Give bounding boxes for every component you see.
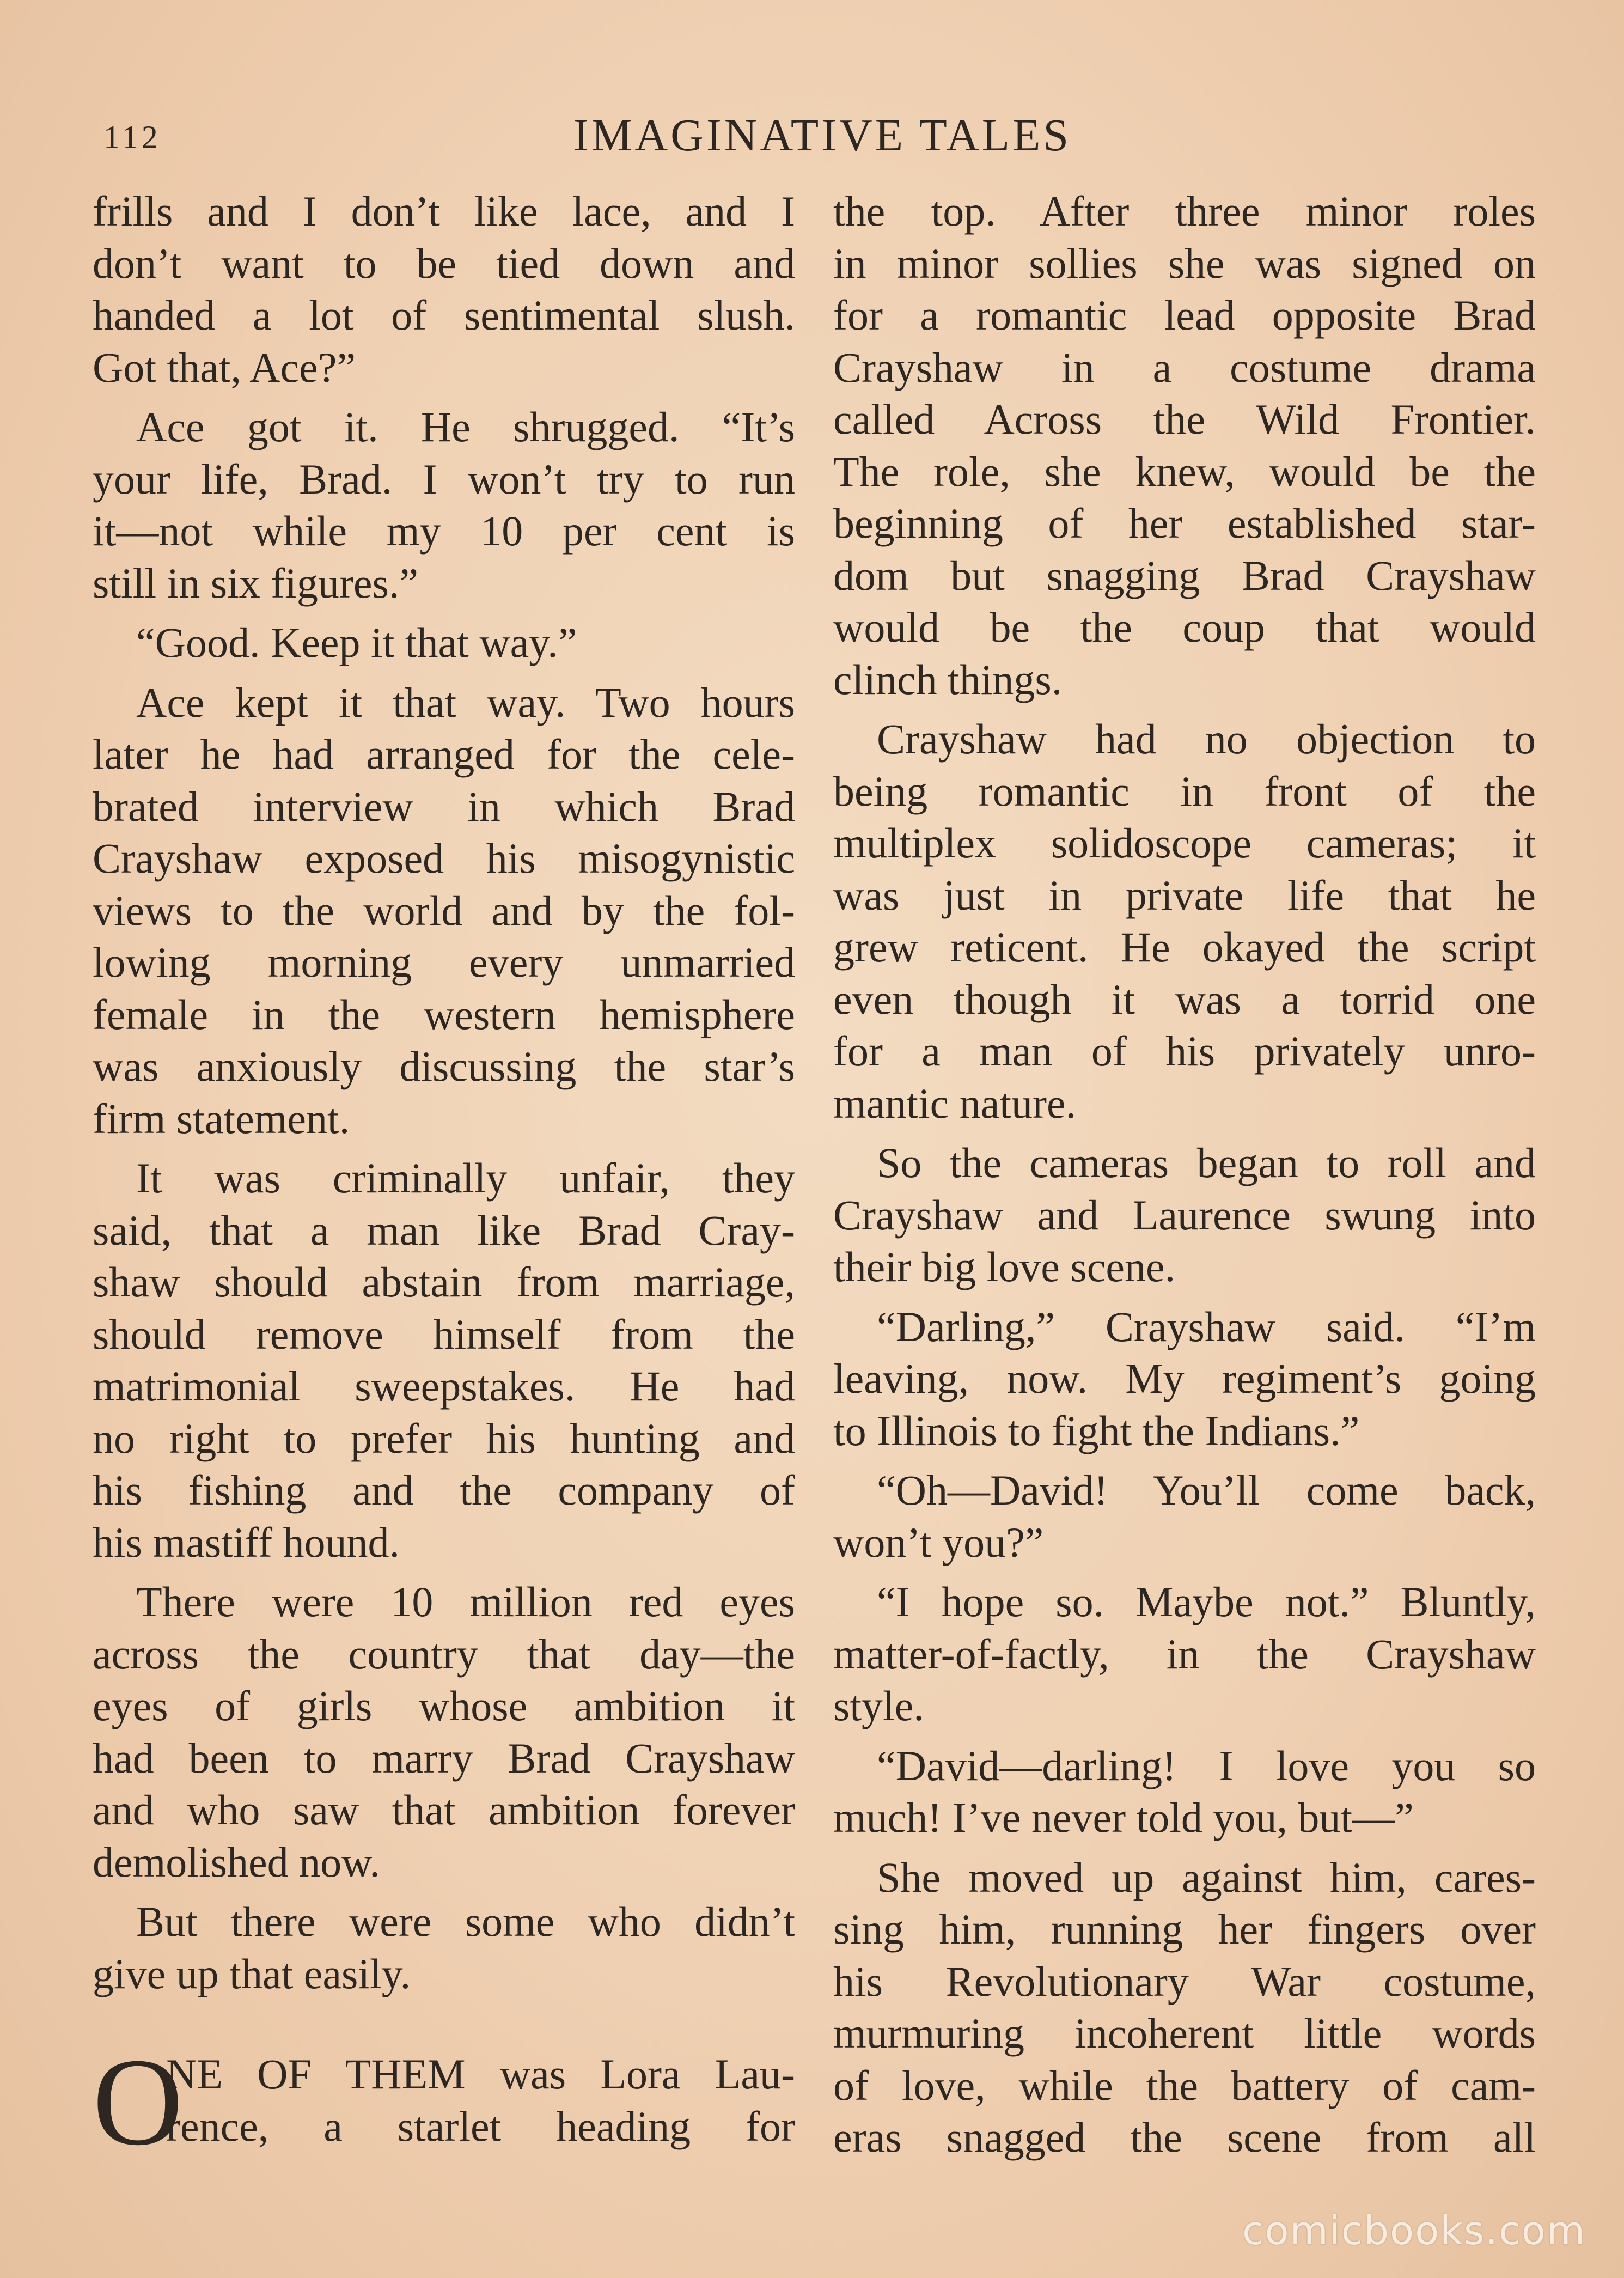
running-head: IMAGINATIVE TALES [573,110,1072,161]
text-line: being romantic in front of the [833,767,1536,815]
paragraph [93,617,795,669]
page-header [103,109,1541,169]
section-opening [93,2032,795,2171]
text-line: beginning of her established star- [833,500,1536,547]
text-line: give up that easily. [93,1950,411,1997]
text-line: Got that, Ace?” [93,343,356,391]
text-line: called Across the Wild Frontier. [833,395,1536,443]
text-line: “Darling,” Crayshaw said. “I’m [877,1302,1536,1350]
text-line: “David—darling! I love you so [877,1741,1536,1789]
text-line: dom but snagging Brad Crayshaw [833,551,1536,599]
text-line: “Good. Keep it that way.” [136,619,577,666]
text-line: NE OF THEM was Lora Lau- [166,2050,795,2098]
text-line: don’t want to be tied down and [93,239,795,287]
text-line: Ace kept it that way. Two hours [136,678,795,726]
text-line: had been to marry Brad Crayshaw [93,1734,795,1782]
paragraph [833,713,1536,1129]
text-line: matter-of-factly, in the Crayshaw [833,1630,1536,1678]
text-line: mantic nature. [833,1079,1077,1127]
text-line: matrimonial sweepstakes. He had [93,1362,795,1410]
paragraph [833,1851,1536,2164]
text-line: eras snagged the scene from all [833,2113,1536,2161]
text-line: his Revolutionary War costume, [833,1957,1536,2005]
text-line: The role, she knew, would be the [833,447,1536,495]
text-line: She moved up against him, cares- [877,1853,1536,1901]
text-line: lowing morning every unmarried [93,939,795,986]
text-line: would be the coup that would [833,604,1536,651]
text-line: in minor sollies she was signed on [833,239,1536,287]
text-line: Crayshaw in a costume drama [833,343,1536,391]
paragraph [833,1740,1536,1844]
watermark: comicbooks.com [1242,2208,1586,2253]
text-line: later he had arranged for the cele- [93,730,795,778]
text-line: murmuring incoherent little words [833,2009,1536,2057]
paragraph [93,1152,795,1568]
paragraph [93,677,795,1145]
paragraph [93,401,795,609]
text-line: still in six figures.” [93,559,418,607]
text-line: of love, while the battery of cam- [833,2061,1536,2109]
text-line: There were 10 million red eyes [136,1578,795,1625]
paragraph [833,1137,1536,1293]
text-line: was just in private life that he [833,871,1536,919]
text-line: multiplex solidoscope cameras; it [833,819,1536,867]
text-line: the top. After three minor roles [833,187,1536,235]
paragraph [93,185,795,393]
text-line: Crayshaw and Laurence swung into [833,1191,1536,1239]
text-line: and who saw that ambition forever [93,1786,795,1834]
text-line: Crayshaw exposed his misogynistic [93,835,795,882]
text-line: said, that a man like Brad Cray- [93,1206,795,1254]
text-line: his mastiff hound. [93,1518,400,1566]
paragraph [93,1576,795,1888]
text-line: handed a lot of sentimental slush. [93,291,795,339]
text-line: clinch things. [833,655,1063,703]
page-number: 112 [103,119,161,155]
text-line: his fishing and the company of [93,1466,795,1514]
text-line: their big love scene. [833,1243,1176,1290]
text-line: eyes of girls whose ambition it [93,1682,795,1729]
text-line: views to the world and by the fol- [93,886,795,934]
paragraph [93,1896,795,2000]
paragraph [833,1464,1536,1568]
drop-cap: O [93,2032,184,2171]
text-line: even though it was a torrid one [833,975,1536,1023]
text-line: style. [833,1682,924,1729]
paragraph [833,185,1536,705]
text-line: much! I’ve never told you, but—” [833,1794,1414,1841]
paragraph [833,1301,1536,1457]
text-line: should remove himself from the [93,1310,795,1358]
text-line: for a romantic lead opposite Brad [833,291,1536,339]
text-line: Crayshaw had no objection to [877,715,1536,763]
text-line: “Oh—David! You’ll come back, [877,1466,1536,1514]
text-line: was anxiously discussing the star’s [93,1043,795,1090]
text-line: “I hope so. Maybe not.” Bluntly, [877,1578,1536,1625]
text-line: demolished now. [93,1838,380,1886]
text-line: firm statement. [93,1094,350,1142]
text-line: your life, Brad. I won’t try to run [93,455,795,503]
paragraph [833,1576,1536,1732]
text-line: across the country that day—the [93,1630,795,1678]
text-line: grew reticent. He okayed the script [833,923,1536,971]
text-line: won’t you?” [833,1518,1044,1566]
text-line: sing him, running her fingers over [833,1905,1536,1953]
text-line: It was criminally unfair, they [136,1154,795,1202]
text-line: rence, a starlet heading for [166,2102,795,2150]
text-line: frills and I don’t like lace, and I [93,187,795,235]
text-line: Ace got it. He shrugged. “It’s [136,403,795,450]
text-line: shaw should abstain from marriage, [93,1258,795,1306]
text-line: leaving, now. My regiment’s going [833,1355,1536,1402]
right-column [833,185,1536,2171]
text-line: So the cameras began to roll and [877,1139,1536,1186]
text-line: to Illinois to fight the Indians.” [833,1406,1360,1454]
text-line: it—not while my 10 per cent is [93,507,795,555]
text-line: no right to prefer his hunting and [93,1414,795,1462]
text-line: brated interview in which Brad [93,782,795,830]
text-line: female in the western hemisphere [93,990,795,1038]
left-column [93,185,795,2171]
text-line: But there were some who didn’t [136,1898,795,1945]
text-line: for a man of his privately unro- [833,1027,1536,1075]
